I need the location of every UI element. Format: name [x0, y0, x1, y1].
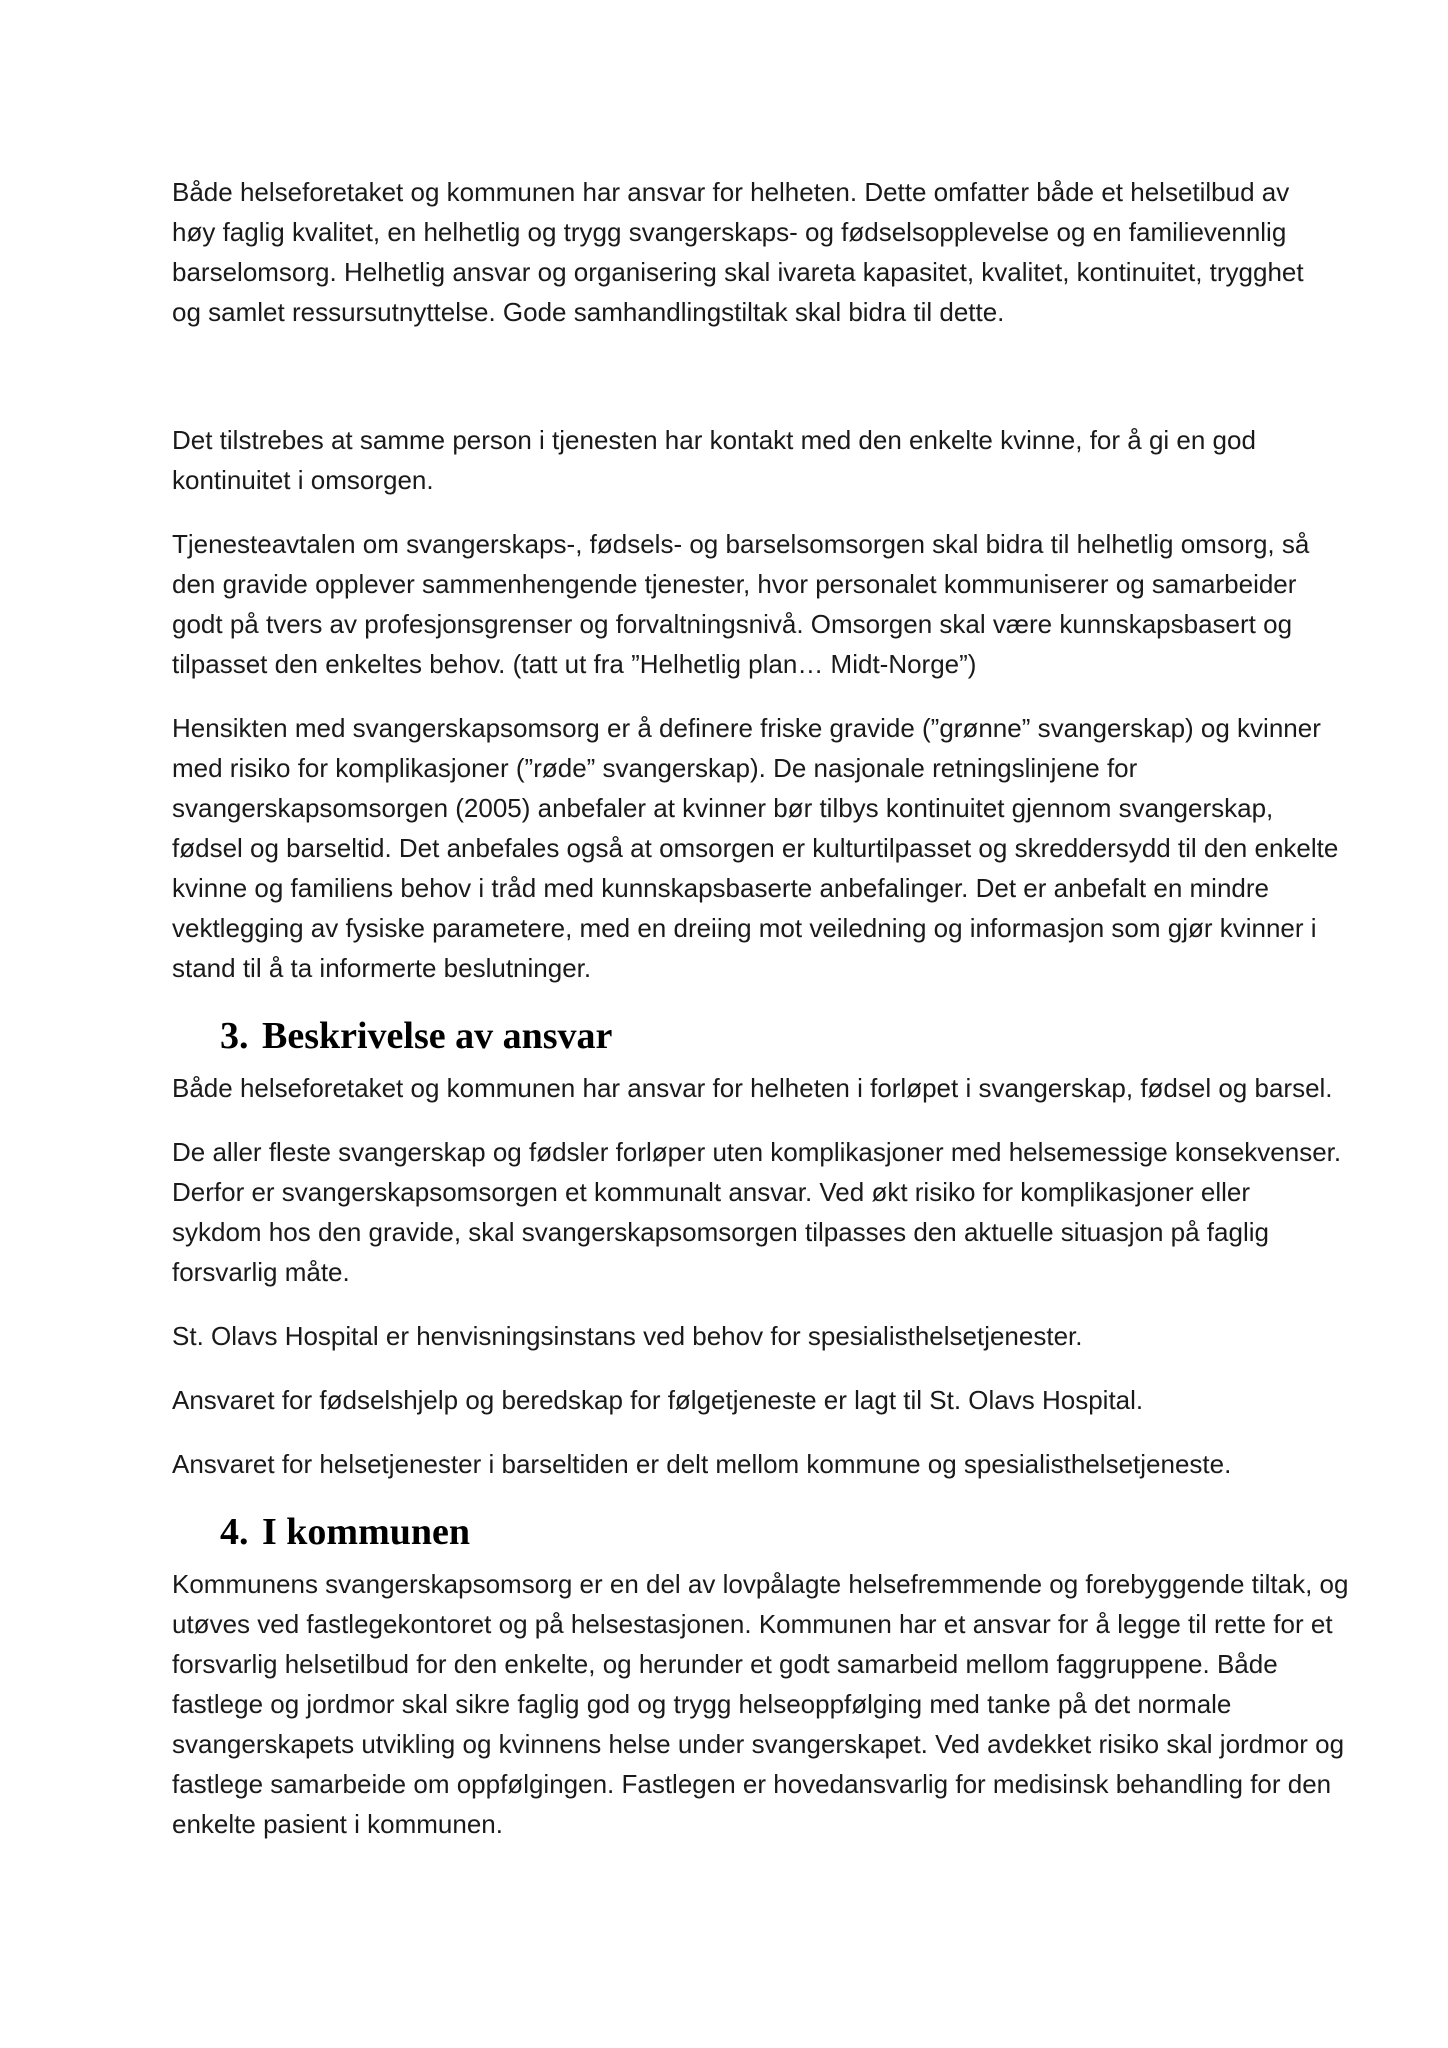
section-4-heading — [172, 1508, 1392, 1556]
intro-paragraph-4: Hensikten med svangerskapsomsorg er å definere friske gravide (”grønne” svangerskap) og kvinner med risiko for komplikasjoner (”røde” svangerskap). De nasjonale retningslinjene for svangerskapsomsorgen (2005) anbefaler at kvinner bør tilbys kontinuitet gjennom svangerskap, fødsel og barseltid. Det anbefales også at omsorgen er kulturtilpasset og skreddersydd til den enkelte kvinne og familiens behov i tråd med kunnskapsbaserte anbefalinger. Det er anbefalt en mindre vektlegging av fysiske parametere, med en dreiing mot veiledning og informasjon som gjør kvinner i stand til å ta informerte beslutninger. — [172, 713, 1339, 983]
intro-paragraph-2: Det tilstrebes at samme person i tjenesten har kontakt med den enkelte kvinne, for å gi en god kontinuitet i omsorgen. — [172, 425, 1256, 495]
section-3-paragraph-1: Både helseforetaket og kommunen har ansvar for helheten i forløpet i svangerskap, fødsel og barsel. — [172, 1073, 1333, 1103]
section-4-title: I kommunen — [262, 1511, 470, 1553]
section-3-title: Beskrivelse av ansvar — [262, 1015, 613, 1057]
section-4-number: 4. — [220, 1511, 249, 1553]
section-3-number: 3. — [220, 1015, 249, 1057]
section-3-paragraph-4: Ansvaret for fødselshjelp og beredskap for følgetjeneste er lagt til St. Olavs Hospital. — [172, 1385, 1144, 1415]
intro-paragraph-3: Tjenesteavtalen om svangerskaps-, fødsels- og barselsomsorgen skal bidra til helhetlig omsorg, så den gravide opplever sammenhengende tjenester, hvor personalet kommuniserer og samarbeider godt på tvers av profesjonsgrenser og forvaltningsnivå. Omsorgen skal være kunnskapsbasert og tilpasset den enkeltes behov. (tatt ut fra ”Helhetlig plan… Midt-Norge”) — [172, 529, 1310, 679]
section-3-heading — [172, 1012, 1392, 1060]
section-4-paragraph-1: Kommunens svangerskapsomsorg er en del av lovpålagte helsefremmende og forebyggende tiltak, og utøves ved fastlegekontoret og på helsestasjonen. Kommunen har et ansvar for å legge til rette for et forsvarlig helsetilbud for den enkelte, og herunder et godt samarbeid mellom faggruppene. Både fastlege og jordmor skal sikre faglig god og trygg helseoppfølging med tanke på det normale svangerskapets utvikling og kvinnens helse under svangerskapet. Ved avdekket risiko skal jordmor og fastlege samarbeide om oppfølgingen. Fastlegen er hovedansvarlig for medisinsk behandling for den enkelte pasient i kommunen. — [172, 1569, 1349, 1839]
section-3-paragraph-2: De aller fleste svangerskap og fødsler forløper uten komplikasjoner med helsemessige konsekvenser. Derfor er svangerskapsomsorgen et kommunalt ansvar. Ved økt risiko for komplikasjoner eller sykdom hos den gravide, skal svangerskapsomsorgen tilpasses den aktuelle situasjon på faglig forsvarlig måte. — [172, 1137, 1342, 1287]
intro-paragraph-1: Både helseforetaket og kommunen har ansvar for helheten. Dette omfatter både et helsetilbud av høy faglig kvalitet, en helhetlig og trygg svangerskaps- og fødselsopplevelse og en familievennlig barselomsorg. Helhetlig ansvar og organisering skal ivareta kapasitet, kvalitet, kontinuitet, trygghet og samlet ressursutnyttelse. Gode samhandlingstiltak skal bidra til dette. — [172, 177, 1304, 327]
section-3-paragraph-3: St. Olavs Hospital er henvisningsinstans ved behov for spesialisthelsetjenester. — [172, 1321, 1083, 1351]
section-3-paragraph-5: Ansvaret for helsetjenester i barseltiden er delt mellom kommune og spesialisthelsetjeneste. — [172, 1449, 1232, 1479]
